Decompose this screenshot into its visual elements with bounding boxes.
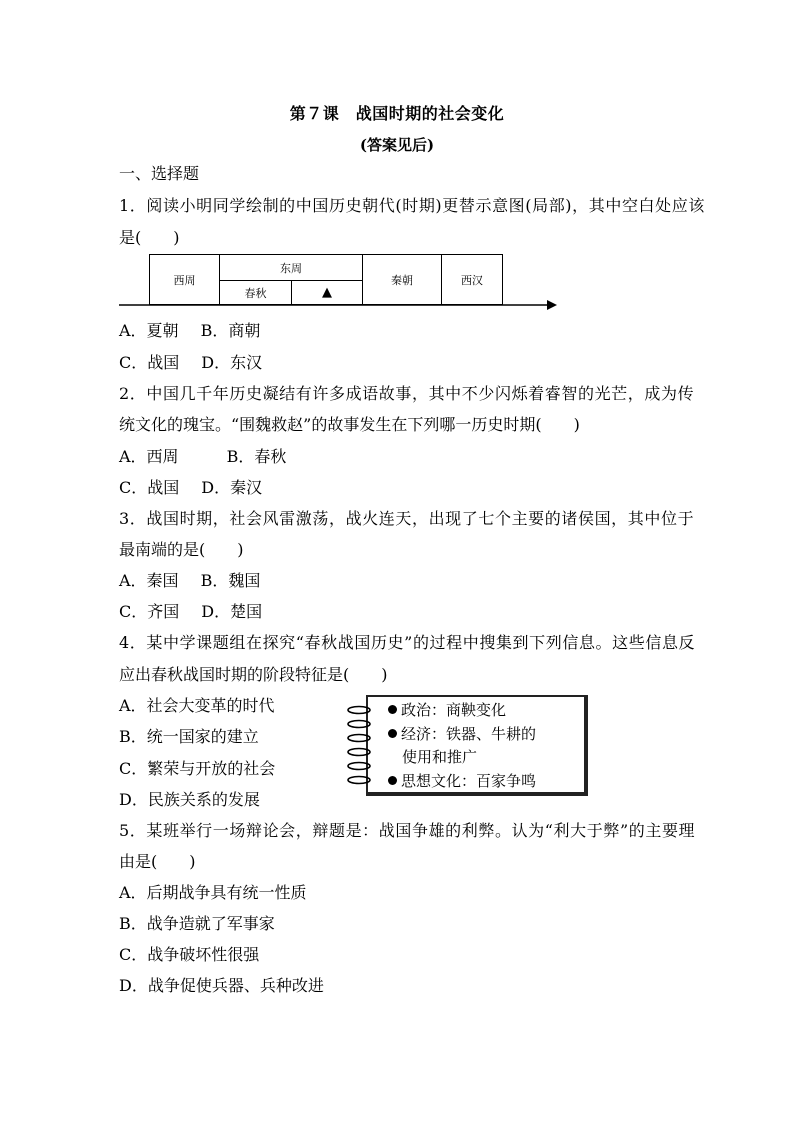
notebook-item-culture — [388, 770, 536, 792]
lesson-title: 第７课 战国时期的社会变化 — [289, 104, 505, 123]
q3-options-row1 — [119, 570, 260, 592]
q2-option-d[interactable]: D．秦汉 — [201, 478, 263, 497]
q2-options-row2 — [119, 477, 262, 499]
timeline-label: 西汉 — [461, 273, 483, 287]
q3-stem-line1: 3．战国时期，社会风雷激荡，战火连天，出现了七个主要的诸侯国，其中位于 — [119, 509, 695, 528]
q2-option-c[interactable]: C．战国 — [119, 478, 180, 497]
q5-option-b[interactable]: B．战争造就了军事家 — [119, 914, 275, 933]
q3-stem-line2: 最南端的是( ) — [119, 540, 244, 559]
timeline-label: 西周 — [173, 273, 196, 287]
q2-stem-line1: 2．中国几千年历史凝结有许多成语故事，其中不少闪烁着睿智的光芒，成为传 — [119, 384, 695, 403]
dynasty-timeline — [119, 254, 559, 312]
q2-options-row1 — [119, 446, 286, 468]
bullet-icon — [388, 729, 397, 738]
answer-note: (答案见后) — [359, 136, 435, 154]
q5-option-c[interactable]: C．战争破坏性很强 — [119, 945, 260, 964]
q4-option-c[interactable]: C．繁荣与开放的社会 — [119, 759, 276, 778]
q2-option-a[interactable]: A．西周 — [119, 447, 179, 466]
notebook-item-economy — [388, 723, 536, 745]
q3-option-c[interactable]: C．齐国 — [119, 602, 180, 621]
q1-option-a[interactable]: A．夏朝 — [119, 321, 179, 340]
spiral-ring-icon — [346, 705, 376, 715]
timeline-label: 秦朝 — [391, 273, 413, 287]
notebook-item-politics — [388, 699, 506, 721]
q3-option-d[interactable]: D．楚国 — [201, 602, 263, 621]
q3-option-a[interactable]: A．秦国 — [119, 571, 179, 590]
timeline-label: 东周 — [280, 261, 302, 275]
notebook-item-text: 经济：铁器、牛耕的 — [401, 725, 537, 743]
q2-option-b[interactable]: B．春秋 — [226, 447, 287, 466]
q2-stem-line2: 统文化的瑰宝。“围魏救赵”的故事发生在下列哪一历史时期( ) — [119, 415, 580, 434]
q1-stem-line2: 是( ) — [119, 228, 180, 247]
q4-stem-line1: 4．某中学课题组在探究“春秋战国历史”的过程中搜集到下列信息。这些信息反 — [119, 633, 696, 652]
q1-stem-line1: 1．阅读小明同学绘制的中国历史朝代(时期)更替示意图(局部)，其中空白处应该 — [119, 196, 705, 215]
timeline-label: 春秋 — [244, 286, 267, 300]
blank-marker-icon: ▲ — [322, 285, 332, 300]
timeline-cell-chunqiu — [219, 280, 292, 305]
q4-stem-line2: 应出春秋战国时期的阶段特征是( ) — [119, 665, 388, 684]
spiral-ring-icon — [346, 775, 376, 785]
q5-stem-line1: 5．某班举行一场辩论会，辩题是：战国争雄的利弊。认为“利大于弊”的主要理 — [119, 821, 696, 840]
q1-option-d[interactable]: D．东汉 — [201, 353, 263, 372]
timeline-cell-xizhou — [149, 254, 220, 305]
timeline-cell-dongzhou — [219, 254, 363, 281]
bullet-icon — [388, 705, 397, 714]
timeline-cell-xihan — [441, 254, 503, 305]
q5-option-d[interactable]: D．战争促使兵器、兵种改进 — [119, 976, 324, 995]
timeline-cell-qin — [362, 254, 442, 305]
q1-options-row2 — [119, 352, 262, 374]
q4-option-a[interactable]: A．社会大变革的时代 — [119, 696, 275, 715]
notebook-item-text: 政治：商鞅变化 — [401, 701, 507, 719]
spiral-ring-icon — [346, 719, 376, 729]
q3-options-row2 — [119, 601, 262, 623]
spiral-ring-icon — [346, 761, 376, 771]
bullet-icon — [388, 776, 397, 785]
notebook-item-text: 思想文化：百家争鸣 — [401, 772, 537, 790]
q3-option-b[interactable]: B．魏国 — [200, 571, 261, 590]
notebook-item-economy-cont: 使用和推广 — [402, 748, 478, 766]
spiral-ring-icon — [346, 747, 376, 757]
section-heading: 一、选择题 — [119, 164, 200, 183]
q4-option-d[interactable]: D．民族关系的发展 — [119, 790, 260, 809]
timeline-cell-blank — [291, 280, 363, 305]
q1-options-row1 — [119, 320, 260, 342]
q4-option-b[interactable]: B．统一国家的建立 — [119, 727, 259, 746]
spiral-ring-icon — [346, 733, 376, 743]
info-notebook — [344, 693, 590, 800]
q1-option-b[interactable]: B．商朝 — [200, 321, 261, 340]
q5-option-a[interactable]: A．后期战争具有统一性质 — [119, 883, 307, 902]
q5-stem-line2: 由是( ) — [119, 852, 196, 871]
q1-option-c[interactable]: C．战国 — [119, 353, 180, 372]
